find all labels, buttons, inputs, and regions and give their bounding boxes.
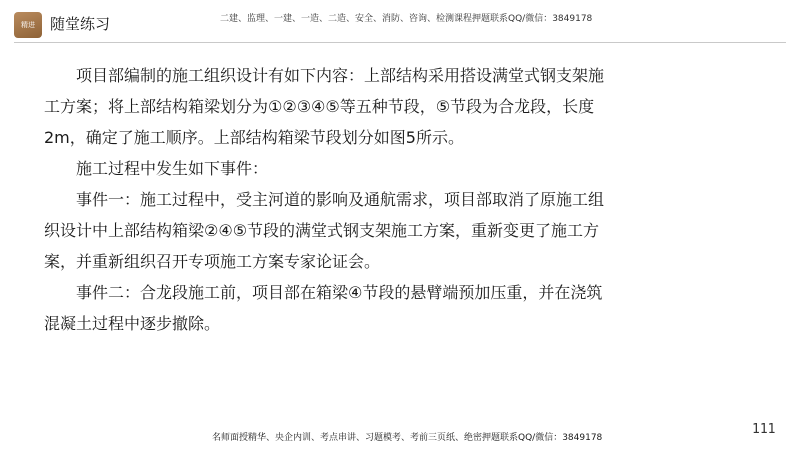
header-divider bbox=[14, 42, 786, 43]
section-title: 随堂练习 bbox=[50, 15, 111, 33]
paragraph-construction-plan: 项目部编制的施工组织设计有如下内容：上部结构采用搭设满堂式钢支架施工方案；将上部结构箱梁划分为①②③④⑤等五种节段，⑤节段为合龙段，长度2m，确定了施工顺序。上部结构箱梁节段划分如图5所示。 bbox=[44, 66, 605, 147]
question-text bbox=[44, 60, 618, 339]
page-number: 111 bbox=[752, 422, 776, 437]
footer-promo-line: 名师面授精华、央企内训、考点串讲、习题模考、考前三页纸、绝密押题联系QQ/微信：3849178 bbox=[212, 433, 603, 443]
paragraph-event-two: 事件二：合龙段施工前，项目部在箱梁④节段的悬臂端预加压重，并在浇筑混凝土过程中逐步撤除。 bbox=[44, 283, 603, 333]
paragraph-events-intro: 施工过程中发生如下事件： bbox=[76, 159, 269, 178]
paragraph-event-one: 事件一：施工过程中，受主河道的影响及通航需求，项目部取消了原施工组织设计中上部结构箱梁②④⑤节段的满堂式钢支架施工方案，重新变更了施工方案，并重新组织召开专项施工方案专家论证会。 bbox=[44, 190, 605, 271]
top-contact-line: 二建、监理、一建、一造、二造、安全、消防、咨询、检测课程押题联系QQ/微信：3849178 bbox=[220, 14, 593, 24]
brand-logo: 精进 bbox=[14, 12, 42, 38]
